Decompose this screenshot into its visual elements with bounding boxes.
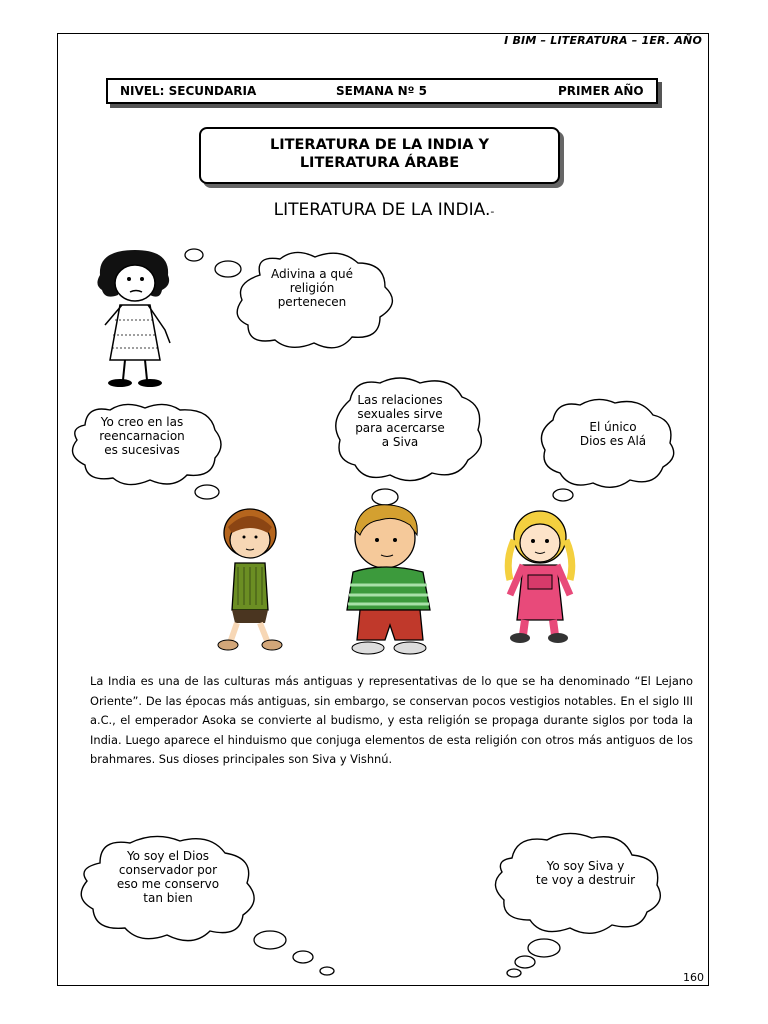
bubble-text-line: religión [289, 281, 335, 295]
thought-bubble-girl [535, 395, 685, 505]
thought-bubble-siva [492, 830, 667, 980]
bubble-text-line: reencarnacion [99, 429, 185, 443]
section-heading-text: LITERATURA DE LA INDIA. [273, 200, 491, 220]
info-bar [106, 78, 658, 104]
bubble-text-siva [528, 859, 643, 887]
bubble-text-line: Adivina a qué [271, 267, 353, 281]
bubble-text-line: Las relaciones [357, 393, 443, 407]
bubble-text-line: pertenecen [277, 295, 347, 309]
boy-figure [335, 500, 445, 660]
bubble-text-line: El único [589, 420, 637, 434]
bubble-text-line: Yo soy Siva y [546, 859, 625, 873]
page-number: 160 [683, 971, 704, 984]
section-heading [0, 200, 768, 220]
year-label: PRIMER AÑO [558, 84, 644, 98]
bubble-text-boy [345, 393, 455, 449]
bubble-text-line: Dios es Alá [579, 434, 647, 448]
lucy-figure [90, 245, 180, 390]
bubble-text-lucy [252, 267, 372, 309]
bubble-text-line: te voy a destruir [535, 873, 636, 887]
bubble-text-peppermint [82, 415, 202, 457]
bubble-text-girl [563, 420, 663, 448]
bubble-text-line: para acercarse [355, 421, 445, 435]
title-line-1: LITERATURA DE LA INDIA Y [269, 137, 490, 153]
bubble-text-line: Yo creo en las [100, 415, 184, 429]
level-label: NIVEL: SECUNDARIA [120, 84, 257, 98]
week-label: SEMANA Nº 5 [336, 84, 427, 98]
bubble-text-line: sexuales sirve [357, 407, 443, 421]
course-header: I BIM – LITERATURA – 1ER. AÑO [504, 34, 702, 47]
section-heading-suffix: - [490, 205, 495, 218]
bubble-text-line: eso me conservo [116, 877, 220, 891]
bubble-text-vishnu [108, 849, 228, 905]
bubble-text-line: es sucesivas [104, 443, 180, 457]
bubble-text-line: tan bien [143, 891, 193, 905]
page-title [199, 127, 560, 184]
title-line-2: LITERATURA ÁRABE [299, 155, 460, 171]
peppermint-figure [210, 505, 290, 655]
girl-figure [495, 505, 585, 645]
bubble-text-line: Yo soy el Dios [126, 849, 210, 863]
body-paragraph: La India es una de las culturas más antiguas y representativas de lo que se ha denominado “El Lejano Oriente”. De las épocas más antiguas, sin embargo, se conservan pocos vestigios notables. En el siglo III a.C., el emperador Asoka se convierte al budismo, y esta religión se propaga durante siglos por toda la India. Luego aparece el hinduismo que conjuga elementos de esta religión con otros más antiguos de los brahmares. Sus dioses principales son Siva y Vishnú. [90, 674, 693, 767]
bubble-text-line: conservador por [118, 863, 218, 877]
bubble-text-line: a Siva [381, 435, 419, 449]
